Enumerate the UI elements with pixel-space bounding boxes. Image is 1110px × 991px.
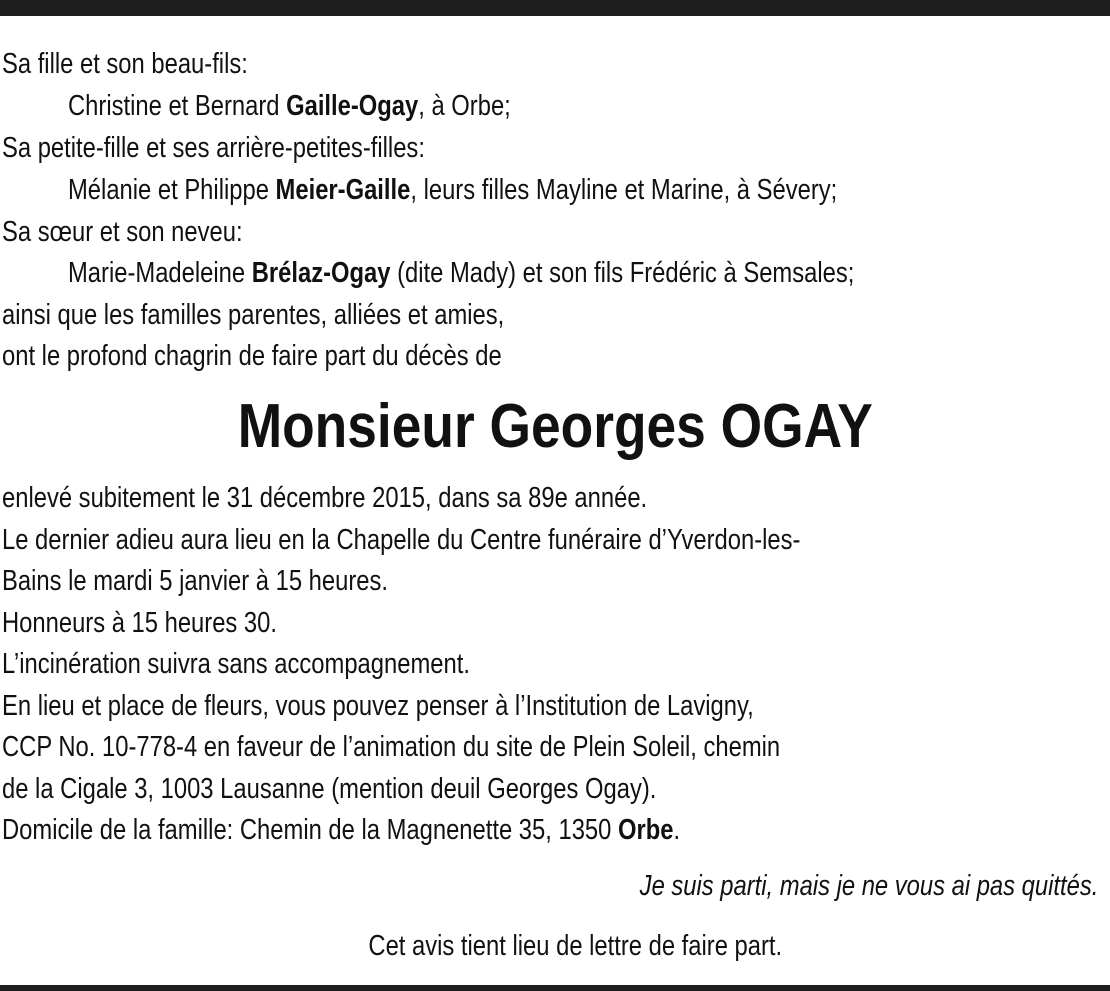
deceased-title	[0, 392, 1110, 462]
sister-pre: Marie-Madeleine	[68, 257, 252, 289]
honours-line: Honneurs à 15 heures 30.	[2, 607, 277, 639]
death-line: enlevé subitement le 31 décembre 2015, dans sa 89e année.	[2, 482, 648, 514]
daughter-name: Gaille-Ogay	[286, 90, 419, 122]
donation-line-2: CCP No. 10-778-4 en faveur de l’animation du site de Plein Soleil, chemin	[2, 731, 781, 763]
closing-line	[0, 926, 1110, 966]
donation-line-3: de la Cigale 3, 1003 Lausanne (mention deuil Georges Ogay).	[2, 773, 657, 805]
sister-heading: Sa sœur et son neveu:	[2, 216, 243, 248]
ceremony-line-1: Le dernier adieu aura lieu en la Chapelle du Centre funéraire d’Yverdon-les-	[2, 524, 801, 556]
donation-line-1: En lieu et place de fleurs, vous pouvez penser à l’Institution de Lavigny,	[2, 690, 754, 722]
top-rule	[0, 0, 1110, 16]
granddaughter-post: , leurs filles Mayline et Marine, à Sévery;	[410, 174, 838, 206]
others-line: ainsi que les familles parentes, alliées et amies,	[2, 299, 505, 331]
granddaughter-heading: Sa petite-fille et ses arrière-petites-filles:	[2, 132, 425, 164]
granddaughter-pre: Mélanie et Philippe	[68, 174, 276, 206]
daughter-heading: Sa fille et son beau-fils:	[2, 48, 248, 80]
granddaughter-name: Meier-Gaille	[275, 174, 411, 206]
daughter-pre: Christine et Bernard	[68, 90, 287, 122]
domicile-line	[2, 810, 680, 850]
daughter-line	[68, 86, 511, 126]
incineration-line: L’incinération suivra sans accompagnement.	[2, 648, 470, 680]
domicile-pre: Domicile de la famille: Chemin de la Magnenette 35, 1350	[2, 814, 618, 846]
sister-post: (dite Mady) et son fils Frédéric à Semsales;	[390, 257, 855, 289]
domicile-post: .	[673, 814, 681, 846]
bottom-rule	[0, 985, 1110, 991]
daughter-post: , à Orbe;	[418, 90, 511, 122]
granddaughter-line	[68, 170, 837, 210]
quote-line: Je suis parti, mais je ne vous ai pas quittés.	[639, 870, 1098, 902]
announce-line: ont le profond chagrin de faire part du décès de	[2, 340, 502, 372]
ceremony-line-2: Bains le mardi 5 janvier à 15 heures.	[2, 565, 388, 597]
sister-line	[68, 253, 854, 293]
closing-text: Cet avis tient lieu de lettre de faire part.	[368, 930, 782, 962]
deceased-name: Monsieur Georges OGAY	[237, 392, 873, 461]
sister-name: Brélaz-Ogay	[251, 257, 391, 289]
domicile-town: Orbe	[617, 814, 674, 846]
